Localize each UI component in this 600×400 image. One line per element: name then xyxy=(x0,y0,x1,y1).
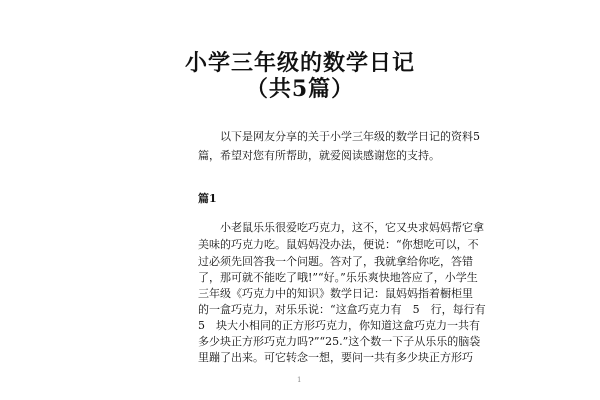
body-line: 小老鼠乐乐很爱吃巧克力，这不，它又央求妈妈帮它拿 xyxy=(198,221,484,234)
body-line: 美味的巧克力吃。鼠妈妈没办法，便说：“你想吃可以，不 xyxy=(198,238,479,251)
intro-line-2: 篇，希望对您有所帮助，就爱阅读感谢您的支持。 xyxy=(198,149,440,162)
body-line: 里蹦了出来。可它转念一想，要问一共有多少块正方形巧 xyxy=(198,351,473,364)
page-number: 1 xyxy=(297,376,302,384)
section-heading: 篇1 xyxy=(198,192,217,205)
document-title: 小学三年级的数学日记 xyxy=(184,50,415,76)
body-line: 5 块大小相同的正方形巧克力，你知道这盒巧克力一共有 xyxy=(198,319,480,332)
body-line: 了，那可就不能吃了哦!”“好。”乐乐爽快地答应了，小学生 xyxy=(198,271,478,284)
document-subtitle: （共5篇） xyxy=(245,76,355,102)
intro-line-1: 以下是网友分享的关于小学三年级的数学日记的资料5 xyxy=(198,130,480,143)
body-line: 的一盒巧克力，对乐乐说：“这盒巧克力有 5 行，每行有 xyxy=(198,303,486,316)
body-line: 多少块正方形巧克力吗?”“25.”这个数一下子从乐乐的脑袋 xyxy=(198,335,481,348)
body-line: 三年级《巧克力中的知识》数学日记：鼠妈妈指着橱柜里 xyxy=(198,287,473,300)
body-line: 过必须先回答我一个问题。答对了，我就拿给你吃，答错 xyxy=(198,255,473,268)
